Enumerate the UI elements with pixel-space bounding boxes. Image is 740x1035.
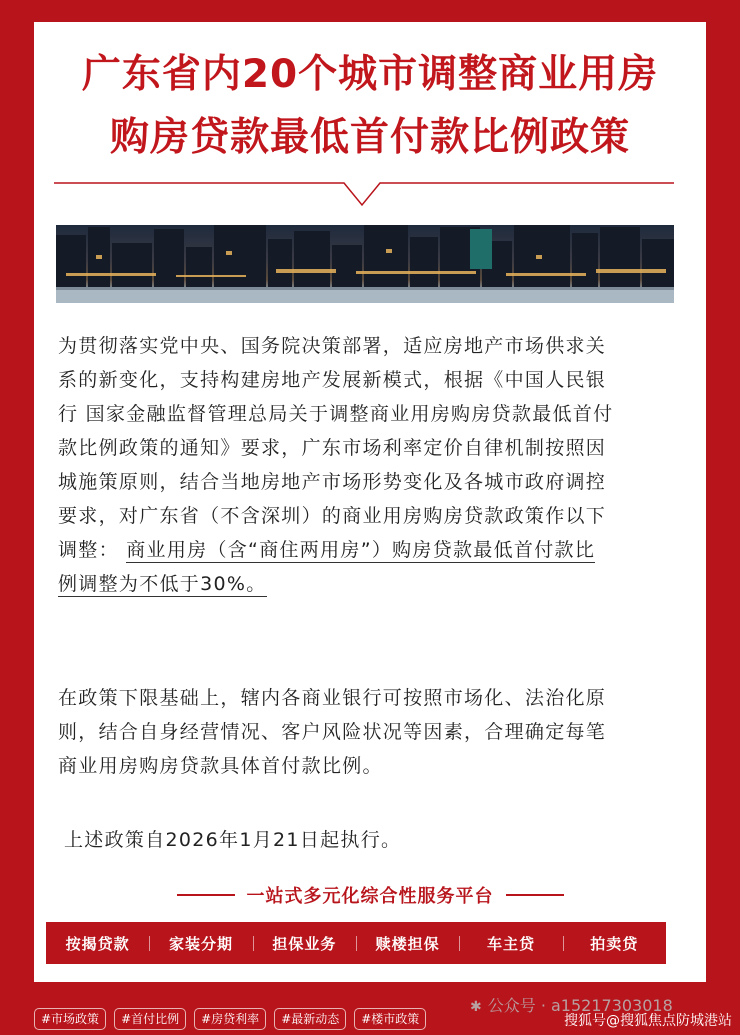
poster-sheet	[34, 22, 706, 982]
source-credit: 搜狐号@搜狐焦点防城港站	[564, 1013, 732, 1029]
paragraph-line: 为贯彻落实党中央、国务院决策部署，适应房地产市场供求关	[58, 335, 607, 357]
slogan-row	[34, 882, 706, 912]
slogan-line-right	[506, 894, 564, 896]
title-divider	[54, 180, 674, 210]
paragraph-line: 要求，对广东省（不含深圳）的商业用房购房贷款政策作以下	[58, 505, 607, 527]
poster-title-line2: 购房贷款最低首付款比例政策	[109, 115, 630, 160]
paragraph-line: 行 国家金融监督管理总局关于调整商业用房购房贷款最低首付	[58, 403, 614, 425]
paragraph-line: 在政策下限基础上，辖内各商业银行可按照市场化、法治化原	[58, 687, 607, 709]
policy-highlight: 商业用房（含“商住两用房”）购房贷款最低首付款比	[126, 539, 596, 561]
paragraph-line: 款比例政策的通知》要求，广东市场利率定价自律机制按照因	[58, 437, 607, 459]
wechat-icon: ✱	[470, 999, 482, 1015]
city-skyline-image	[56, 225, 674, 303]
service-car-owner-loan[interactable]: 车主贷	[459, 933, 562, 954]
service-decoration-installment[interactable]: 家装分期	[149, 933, 252, 954]
hashtag-market-policy[interactable]: #市场政策	[34, 1008, 106, 1030]
service-guarantee[interactable]: 担保业务	[253, 933, 356, 954]
service-mortgage-loan[interactable]: 按揭贷款	[65, 934, 130, 953]
paragraph-line	[58, 533, 678, 567]
paragraph-line	[58, 567, 678, 601]
paragraph-line: 城施策原则，结合当地房地产市场形势变化及各城市政府调控	[58, 471, 607, 493]
hashtag-mortgage-rate[interactable]: #房贷利率	[194, 1008, 266, 1030]
hashtag-property-policy[interactable]: #楼市政策	[354, 1008, 426, 1030]
policy-paragraph-2	[58, 681, 678, 783]
paragraph-line: 则，结合自身经营情况、客户风险状况等因素，合理确定每笔	[58, 721, 607, 743]
poster-title-line1: 广东省内20个城市调整商业用房	[81, 52, 659, 97]
watermark-text: 公众号 · a15217303018	[487, 996, 673, 1015]
policy-highlight: 例调整为不低于30%。	[58, 573, 267, 595]
service-auction-loan[interactable]: 拍卖贷	[563, 933, 666, 954]
slogan: 一站式多元化综合性服务平台	[246, 886, 494, 907]
hashtag-latest-news[interactable]: #最新动态	[274, 1008, 346, 1030]
paragraph-line: 商业用房购房贷款具体首付款比例。	[58, 755, 383, 777]
adjustment-prefix: 调整：	[58, 539, 119, 561]
services-bar	[46, 922, 666, 964]
paragraph-line: 系的新变化，支持构建房地产发展新模式，根据《中国人民银	[58, 369, 607, 391]
policy-paragraph-1	[58, 329, 678, 601]
effective-date-text: 上述政策自2026年1月21日起执行。	[64, 829, 402, 851]
hashtag-row	[34, 1008, 426, 1030]
slogan-line-left	[177, 894, 235, 896]
hashtag-down-payment[interactable]: #首付比例	[114, 1008, 186, 1030]
service-redemption-guarantee[interactable]: 赎楼担保	[356, 933, 459, 954]
